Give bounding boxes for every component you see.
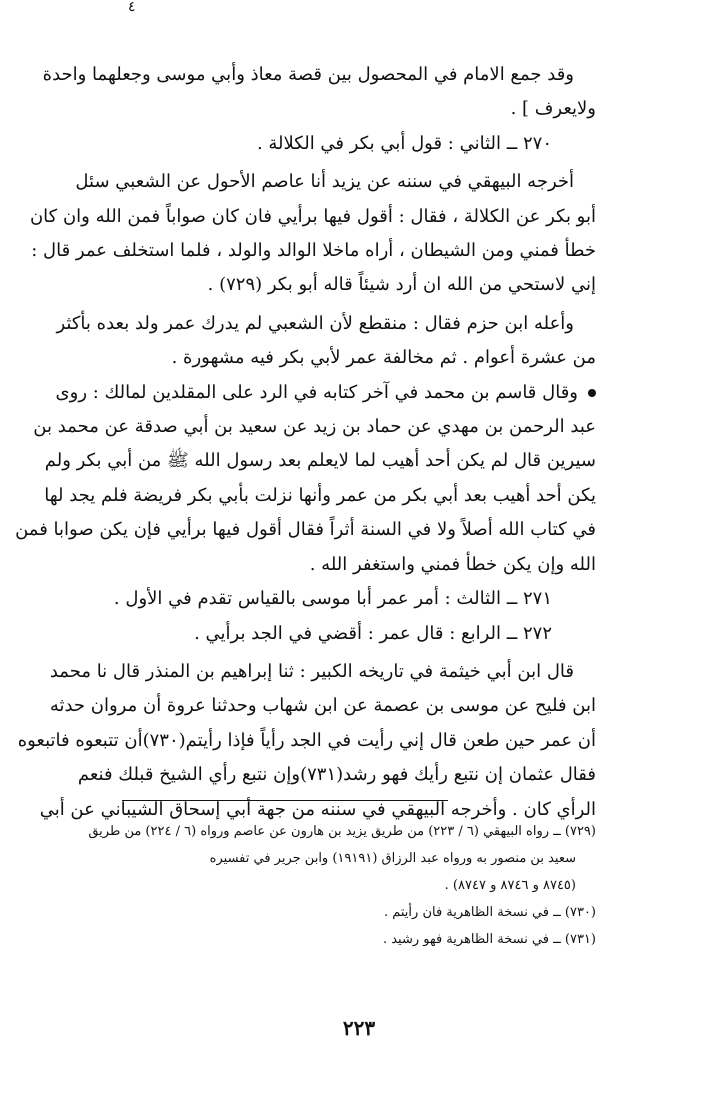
text-line: أخرجه البيهقي في سننه عن يزيد أنا عاصم الأحول عن الشعبي سئل [75,171,574,193]
text-line: في كتاب الله أصلاً ولا في السنة أثراً فقال أقول فيها برأيي فإن يكن صوابا فمن [15,519,596,541]
section-heading-272: ٢٧٢ ــ الرابع : قال عمر : أقضي في الجد برأيي . [194,622,552,644]
bullet-text: وقال قاسم بن محمد في آخر كتابه في الرد على المقلدين لمالك : روى [55,381,578,403]
corner-mark: ٤ [128,0,136,15]
text-line: إني لاستحي من الله ان أرد شيئاً قاله أبو بكر (٧٢٩) . [207,274,596,296]
text-line: ولايعرف ] . [510,98,596,120]
section-heading-271: ٢٧١ ــ الثالث : أمر عمر أبا موسى بالقياس تقدم في الأول . [113,588,552,610]
footnotes [88,818,596,953]
footnote-divider [122,800,448,801]
text-line: وقد جمع الامام في المحصول بين قصة معاذ وأبي موسى وجعلهما واحدة [42,64,574,85]
text-line: الرأي كان . وأخرجه البيهقي في سننه من جهة أبي إسحاق الشيباني عن أبي [39,798,596,820]
text-line: أن عمر حين طعن قال إني رأيت في الجد رأياً فإذا رأيتم(٧٣٠)أن تتبعوه فاتبعوه [17,729,596,751]
text-line: يكن أحد أهيب بعد أبي بكر من عمر وأنها نزلت بأبي بكر فريضة فلم يجد لها [44,484,596,506]
text-line: أبو بكر عن الكلالة ، فقال : أقول فيها برأيي فان كان صواباً فمن الله وان كان [29,205,596,227]
text-line: الله وإن يكن خطأ فمني واستغفر الله . [309,553,596,575]
text-line: عبد الرحمن بن مهدي عن حماد بن زيد عن سعيد بن أبي صدقة عن محمد بن [33,416,596,438]
page-number: ٢٢٣ [342,1016,376,1040]
footnote-729-cont: سعيد بن منصور به ورواه عبد الرزاق (١٩١٩١) وابن جرير في تفسيره [209,851,576,866]
text-line: ابن فليح عن موسى بن عصمة عن ابن شهاب وحدثنا عروة أن مروان حدثه [49,695,596,717]
footnote-731: (٧٣١) ــ في نسخة الظاهرية فهو رشيد . [382,932,596,947]
text-line: فقال عثمان إن نتبع رأيك فهو رشد(٧٣١)وإن نتبع رأي الشيخ قبلك فنعم [77,764,596,786]
text-line: خطأ فمني ومن الشيطان ، أراه ماخلا الوالد والولد ، فلما استخلف عمر قال : [31,240,596,262]
text-line: وأعله ابن حزم فقال : منقطع لأن الشعبي لم يدرك عمر ولد بعده بأكثر [56,312,574,334]
footnote-729-cont: (٨٧٤٥ و ٨٧٤٦ و ٨٧٤٧) . [444,878,576,893]
main-text [15,58,596,827]
text-line [55,376,596,410]
text-line: قال ابن أبي خيثمة في تاريخه الكبير : ثنا إبراهيم بن المنذر قال نا محمد [49,660,574,682]
footnote-730: (٧٣٠) ــ في نسخة الظاهرية فان رأيتم . [383,905,596,920]
section-heading-270: ٢٧٠ ــ الثاني : قول أبي بكر في الكلالة . [256,132,552,154]
text-line: سيرين قال لم يكن أحد أهيب لما لايعلم بعد رسول الله ﷺ من أبي بكر ولم [44,450,596,472]
footnote-729: (٧٢٩) ــ رواه البيهقي (٦ / ٢٢٣) من طريق يزيد بن هارون عن عاصم ورواه (٦ / ٢٢٤) من طريق [88,824,596,839]
bullet-icon [588,389,596,397]
text-line: من عشرة أعوام . ثم مخالفة عمر لأبي بكر فيه مشهورة . [171,347,596,369]
